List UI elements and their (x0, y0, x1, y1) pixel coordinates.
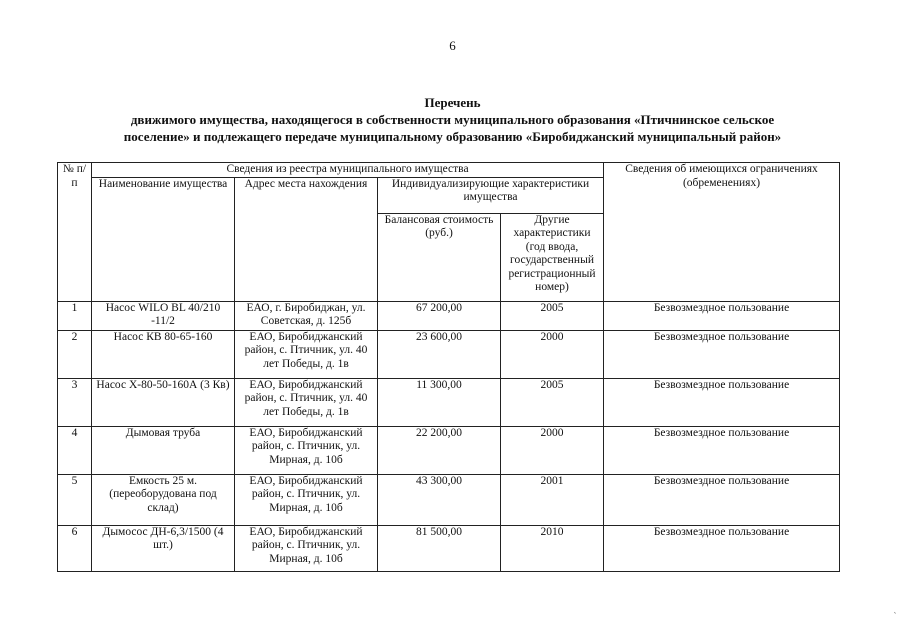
header-individual: Индивидуализирующие характеристики имущества (378, 177, 604, 213)
row-year: 2005 (501, 378, 604, 426)
header-num: № п/п (58, 163, 92, 302)
row-address: ЕАО, Биробиджанский район, с. Птичник, ул. 40 лет Победы, д. 1в (235, 330, 378, 378)
row-address: ЕАО, Биробиджанский район, с. Птичник, ул. Мирная, д. 10б (235, 525, 378, 571)
row-balance: 81 500,00 (378, 525, 501, 571)
title-line-2: движимого имущества, находящегося в собственности муниципального образования «Птичнинское сельское (130, 112, 775, 127)
header-name: Наименование имущества (92, 177, 235, 301)
row-name: Емкость 25 м. (переоборудована под склад) (92, 474, 235, 525)
table-row (58, 426, 840, 474)
row-name: Дымовая труба (92, 426, 235, 474)
row-address: ЕАО, Биробиджанский район, с. Птичник, ул. Мирная, д. 10б (235, 474, 378, 525)
table-row (58, 330, 840, 378)
row-address: ЕАО, Биробиджанский район, с. Птичник, ул. Мирная, д. 10б (235, 426, 378, 474)
row-restriction: Безвозмездное пользование (604, 378, 840, 426)
row-balance: 43 300,00 (378, 474, 501, 525)
table-row (58, 378, 840, 426)
title-line-3: поселение» и подлежащего передаче муниципальному образованию «Биробиджанский муниципальный район» (123, 129, 782, 144)
row-year: 2000 (501, 330, 604, 378)
row-name: Насос WILO BL 40/210 -11/2 (92, 301, 235, 330)
row-balance: 23 600,00 (378, 330, 501, 378)
row-balance: 22 200,00 (378, 426, 501, 474)
row-address: ЕАО, Биробиджанский район, с. Птичник, ул. 40 лет Победы, д. 1в (235, 378, 378, 426)
row-num: 3 (58, 378, 92, 426)
row-num: 5 (58, 474, 92, 525)
property-table (57, 162, 840, 572)
table-row (58, 525, 840, 571)
row-name: Насос Х-80-50-160А (3 Кв) (92, 378, 235, 426)
row-num: 1 (58, 301, 92, 330)
row-name: Насос КВ 80-65-160 (92, 330, 235, 378)
row-num: 4 (58, 426, 92, 474)
row-address: ЕАО, г. Биробиджан, ул. Советская, д. 125б (235, 301, 378, 330)
row-year: 2010 (501, 525, 604, 571)
row-year: 2005 (501, 301, 604, 330)
row-num: 2 (58, 330, 92, 378)
row-restriction: Безвозмездное пользование (604, 525, 840, 571)
header-balance: Балансовая стоимость (руб.) (378, 213, 501, 301)
row-name: Дымосос ДН-6,3/1500 (4 шт.) (92, 525, 235, 571)
row-balance: 11 300,00 (378, 378, 501, 426)
row-year: 2001 (501, 474, 604, 525)
row-year: 2000 (501, 426, 604, 474)
row-balance: 67 200,00 (378, 301, 501, 330)
header-other: Другие характеристики (год ввода, государственный регистрационный номер) (501, 213, 604, 301)
table-row (58, 474, 840, 525)
document-title (60, 94, 845, 145)
header-registry-group: Сведения из реестра муниципального имущества (92, 163, 604, 178)
page-number: 6 (449, 38, 456, 53)
header-restrictions: Сведения об имеющихся ограничениях (обременениях) (604, 163, 840, 302)
scan-artifact-mark: ` (889, 610, 897, 623)
row-restriction: Безвозмездное пользование (604, 474, 840, 525)
row-restriction: Безвозмездное пользование (604, 301, 840, 330)
title-line-1: Перечень (424, 95, 481, 110)
row-num: 6 (58, 525, 92, 571)
row-restriction: Безвозмездное пользование (604, 330, 840, 378)
row-restriction: Безвозмездное пользование (604, 426, 840, 474)
table-row (58, 301, 840, 330)
header-address: Адрес места нахождения (235, 177, 378, 301)
